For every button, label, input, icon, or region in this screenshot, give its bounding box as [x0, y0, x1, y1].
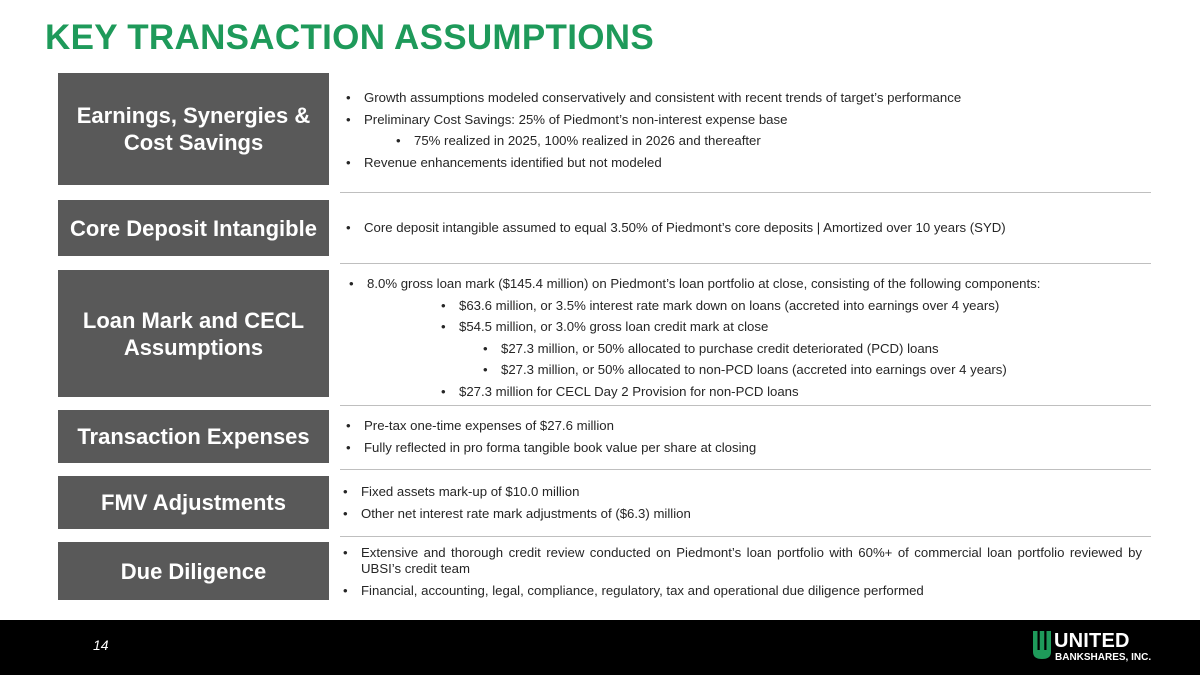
sub-sub-bullet: • $27.3 million, or 50% allocated to purchase credit deteriorated (PCD) loans [482, 341, 1150, 357]
bullet: • Fixed assets mark-up of $10.0 million [342, 484, 1147, 500]
section-content-fmv-adjustments [342, 484, 1147, 527]
bullet: • Extensive and thorough credit review conducted on Piedmont’s loan portfolio with 60%+ of commercial loan portfolio reviewed by UBSI’s credit team [342, 545, 1142, 577]
logo-subtext: BANKSHARES, INC. [1055, 652, 1152, 663]
sub-bullet: • $63.6 million, or 3.5% interest rate mark down on loans (accreted into earnings over 4 years) [440, 298, 1150, 314]
section-label-due-diligence: Due Diligence [58, 542, 329, 600]
section-label-loan-mark: Loan Mark and CECL Assumptions [58, 270, 329, 397]
section-label-core-deposit-intangible: Core Deposit Intangible [58, 200, 329, 256]
sub-sub-bullet: • $27.3 million, or 50% allocated to non-PCD loans (accreted into earnings over 4 years) [482, 362, 1150, 378]
bullet: • Fully reflected in pro forma tangible book value per share at closing [345, 440, 1150, 456]
section-content-transaction-expenses [345, 418, 1150, 461]
section-content-earnings [345, 90, 1150, 176]
bullet: • 8.0% gross loan mark ($145.4 million) on Piedmont’s loan portfolio at close, consisting of the following components: [348, 276, 1150, 292]
section-divider [340, 263, 1151, 264]
bullet: • Financial, accounting, legal, compliance, regulatory, tax and operational due diligence performed [342, 583, 1142, 599]
section-divider [340, 536, 1151, 537]
logo-mark-icon [1033, 631, 1051, 659]
footer-bar [0, 620, 1200, 675]
section-label-fmv-adjustments: FMV Adjustments [58, 476, 329, 529]
section-divider [340, 469, 1151, 470]
page-title: KEY TRANSACTION ASSUMPTIONS [45, 18, 654, 57]
bullet: • Revenue enhancements identified but not modeled [345, 155, 1150, 171]
section-content-due-diligence [342, 545, 1142, 604]
sub-bullet: • $54.5 million, or 3.0% gross loan credit mark at close [440, 319, 1150, 335]
section-label-transaction-expenses: Transaction Expenses [58, 410, 329, 463]
section-content-core-deposit-intangible [345, 220, 1150, 242]
logo-wordmark: UNITED [1054, 630, 1130, 652]
bullet: • Pre-tax one-time expenses of $27.6 million [345, 418, 1150, 434]
bullet: • Core deposit intangible assumed to equal 3.50% of Piedmont’s core deposits | Amortized over 10 years (SYD) [345, 220, 1150, 236]
section-divider [340, 405, 1151, 406]
bullet: • Other net interest rate mark adjustments of ($6.3) million [342, 506, 1147, 522]
section-divider [340, 192, 1151, 193]
bullet: • Preliminary Cost Savings: 25% of Piedmont’s non-interest expense base [345, 112, 1150, 128]
section-label-earnings: Earnings, Synergies & Cost Savings [58, 73, 329, 185]
sub-bullet: • 75% realized in 2025, 100% realized in 2026 and thereafter [395, 133, 1150, 149]
section-content-loan-mark [345, 276, 1150, 405]
bullet: • Growth assumptions modeled conservatively and consistent with recent trends of target’s performance [345, 90, 1150, 106]
sub-bullet: • $27.3 million for CECL Day 2 Provision for non-PCD loans [440, 384, 1150, 400]
page-number: 14 [93, 637, 109, 653]
